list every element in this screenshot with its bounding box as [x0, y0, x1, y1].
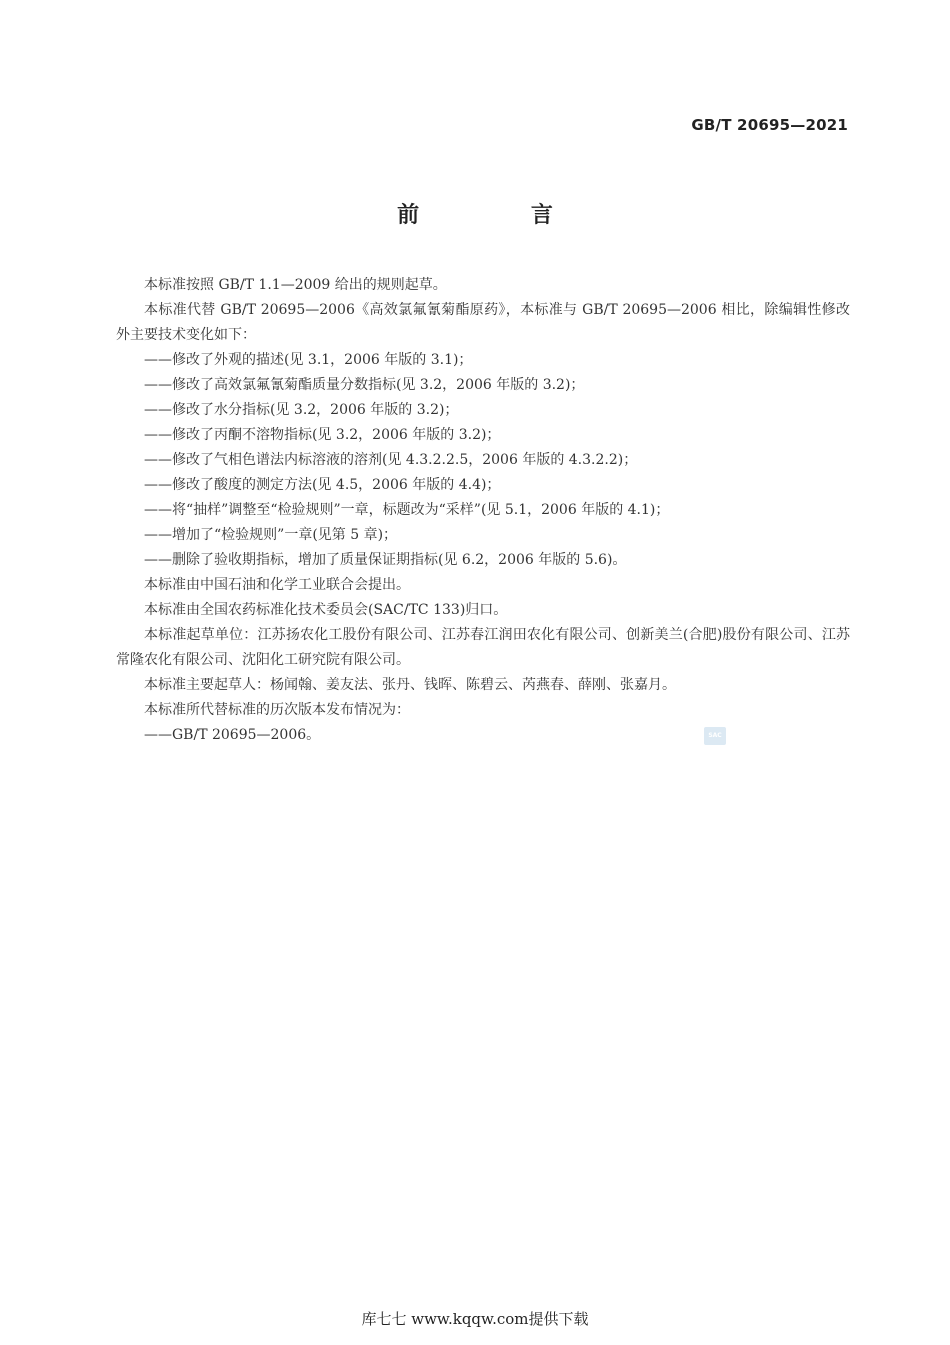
footer-download-note: 库七七 www.kqqw.com提供下载: [361, 1310, 589, 1328]
paragraph-replacement: 本标准代替 GB/T 20695—2006《高效氯氟氰菊酯原药》，本标准与 GB/T 20695—2006 相比，除编辑性修改外主要技术变化如下：: [116, 302, 850, 343]
change-item: ——将“抽样”调整至“检验规则”一章，标题改为“采样”(见 5.1，2006 年版的 4.1)；: [144, 502, 670, 518]
foreword-body: [116, 273, 850, 748]
change-item: ——修改了酸度的测定方法(见 4.5，2006 年版的 4.4)；: [144, 477, 501, 493]
standard-code: GB/T 20695—2021: [691, 116, 848, 134]
paragraph-history-intro: 本标准所代替标准的历次版本发布情况为：: [144, 702, 410, 718]
change-item: ——修改了外观的描述(见 3.1，2006 年版的 3.1)；: [144, 352, 473, 368]
change-item: ——修改了丙酮不溶物指标(见 3.2，2006 年版的 3.2)；: [144, 427, 501, 443]
paragraph-proposer: 本标准由中国石油和化学工业联合会提出。: [144, 577, 410, 593]
sac-stamp-logo: SAC: [704, 727, 726, 745]
paragraph-administrator: 本标准由全国农药标准化技术委员会(SAC/TC 133)归口。: [144, 602, 508, 618]
history-item: ——GB/T 20695—2006。: [144, 727, 321, 743]
change-item: ——修改了高效氯氟氰菊酯质量分数指标(见 3.2，2006 年版的 3.2)；: [144, 377, 585, 393]
paragraph-drafting-rules: 本标准按照 GB/T 1.1—2009 给出的规则起草。: [144, 277, 447, 293]
change-item: ——删除了验收期指标，增加了质量保证期指标(见 6.2，2006 年版的 5.6)。: [144, 552, 627, 568]
change-item: ——修改了气相色谱法内标溶液的溶剂(见 4.3.2.2.5，2006 年版的 4.3.2.2)；: [144, 452, 638, 468]
paragraph-drafting-units: 本标准起草单位：江苏扬农化工股份有限公司、江苏春江润田农化有限公司、创新美兰(合肥)股份有限公司、江苏常隆农化有限公司、沈阳化工研究院有限公司。: [116, 627, 850, 668]
paragraph-drafters: 本标准主要起草人：杨闻翰、姜友法、张丹、钱晖、陈碧云、芮燕春、薛刚、张嘉月。: [144, 677, 676, 693]
change-item: ——修改了水分指标(见 3.2，2006 年版的 3.2)；: [144, 402, 459, 418]
change-item: ——增加了“检验规则”一章(见第 5 章)；: [144, 527, 398, 543]
page-title: 前 言: [397, 203, 605, 228]
